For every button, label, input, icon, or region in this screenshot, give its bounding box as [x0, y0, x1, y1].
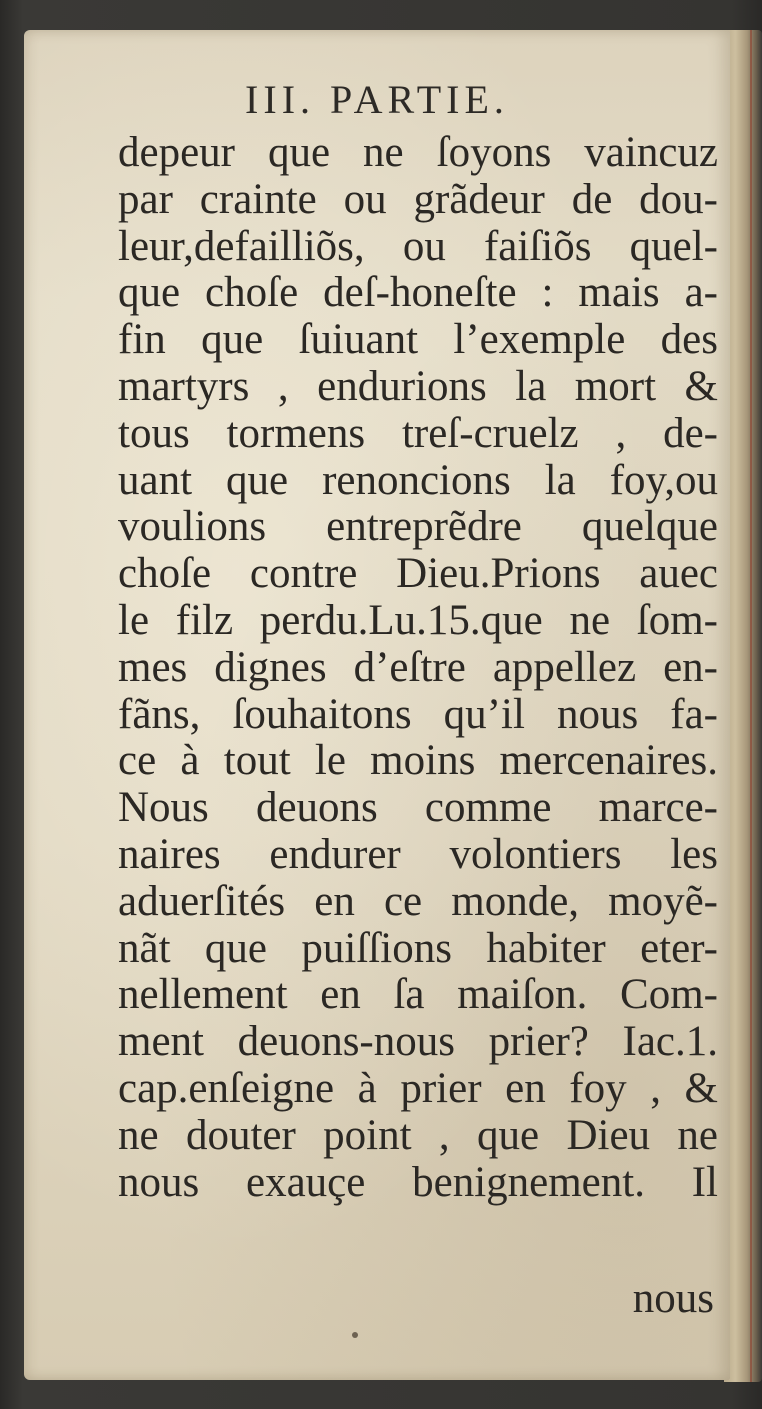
running-head: III. PARTIE.	[245, 77, 509, 122]
text-line: ment deuons-nous prier? Iac.1.	[118, 1018, 718, 1066]
text-line: ne douter point , que Dieu ne	[118, 1111, 718, 1159]
text-line: fãns, ſouhaitons qu’il nous fa-	[118, 690, 718, 738]
text-line: que choſe deſ-honeſte : mais a-	[118, 269, 718, 317]
text-line: nãt que puiſſions habiter eter-	[118, 924, 718, 972]
catchword: nous	[632, 1275, 714, 1322]
text-line: nous exauçe benignement. Il	[118, 1158, 718, 1206]
text-line: martyrs , endurions la mort &	[118, 362, 718, 410]
text-line: tous tormens treſ-cruelz , de-	[118, 409, 718, 457]
text-line: mes dignes d’eſtre appellez en-	[118, 643, 718, 691]
text-line: uant que renoncions la foy,ou	[118, 456, 718, 504]
text-line: aduerſités en ce monde, moyẽ-	[118, 877, 718, 925]
text-line: Nous deuons comme marce-	[118, 784, 718, 832]
page-leaf	[24, 30, 730, 1380]
text-line: ce à tout le moins mercenaires.	[118, 737, 718, 785]
text-line: naires endurer volontiers les	[118, 830, 718, 878]
text-line: depeur que ne ſoyons vaincuz	[118, 129, 718, 176]
body-text	[118, 130, 718, 1206]
text-line: voulions entreprẽdre quelque	[118, 503, 718, 551]
text-line: par crainte ou grãdeur de dou-	[118, 175, 718, 223]
text-line: cap.enſeigne à prier en foy , &	[118, 1064, 718, 1112]
text-line: leur,defailliõs, ou faiſiõs quel-	[118, 222, 718, 270]
text-line: choſe contre Dieu.Prions auec	[118, 550, 718, 598]
text-line: nellement en ſa maiſon. Com-	[118, 971, 718, 1019]
text-line: fin que ſuiuant l’exemple des	[118, 316, 718, 364]
ink-speck	[352, 1332, 358, 1338]
text-line: le filz perdu.Lu.15.que ne ſom-	[118, 596, 718, 644]
